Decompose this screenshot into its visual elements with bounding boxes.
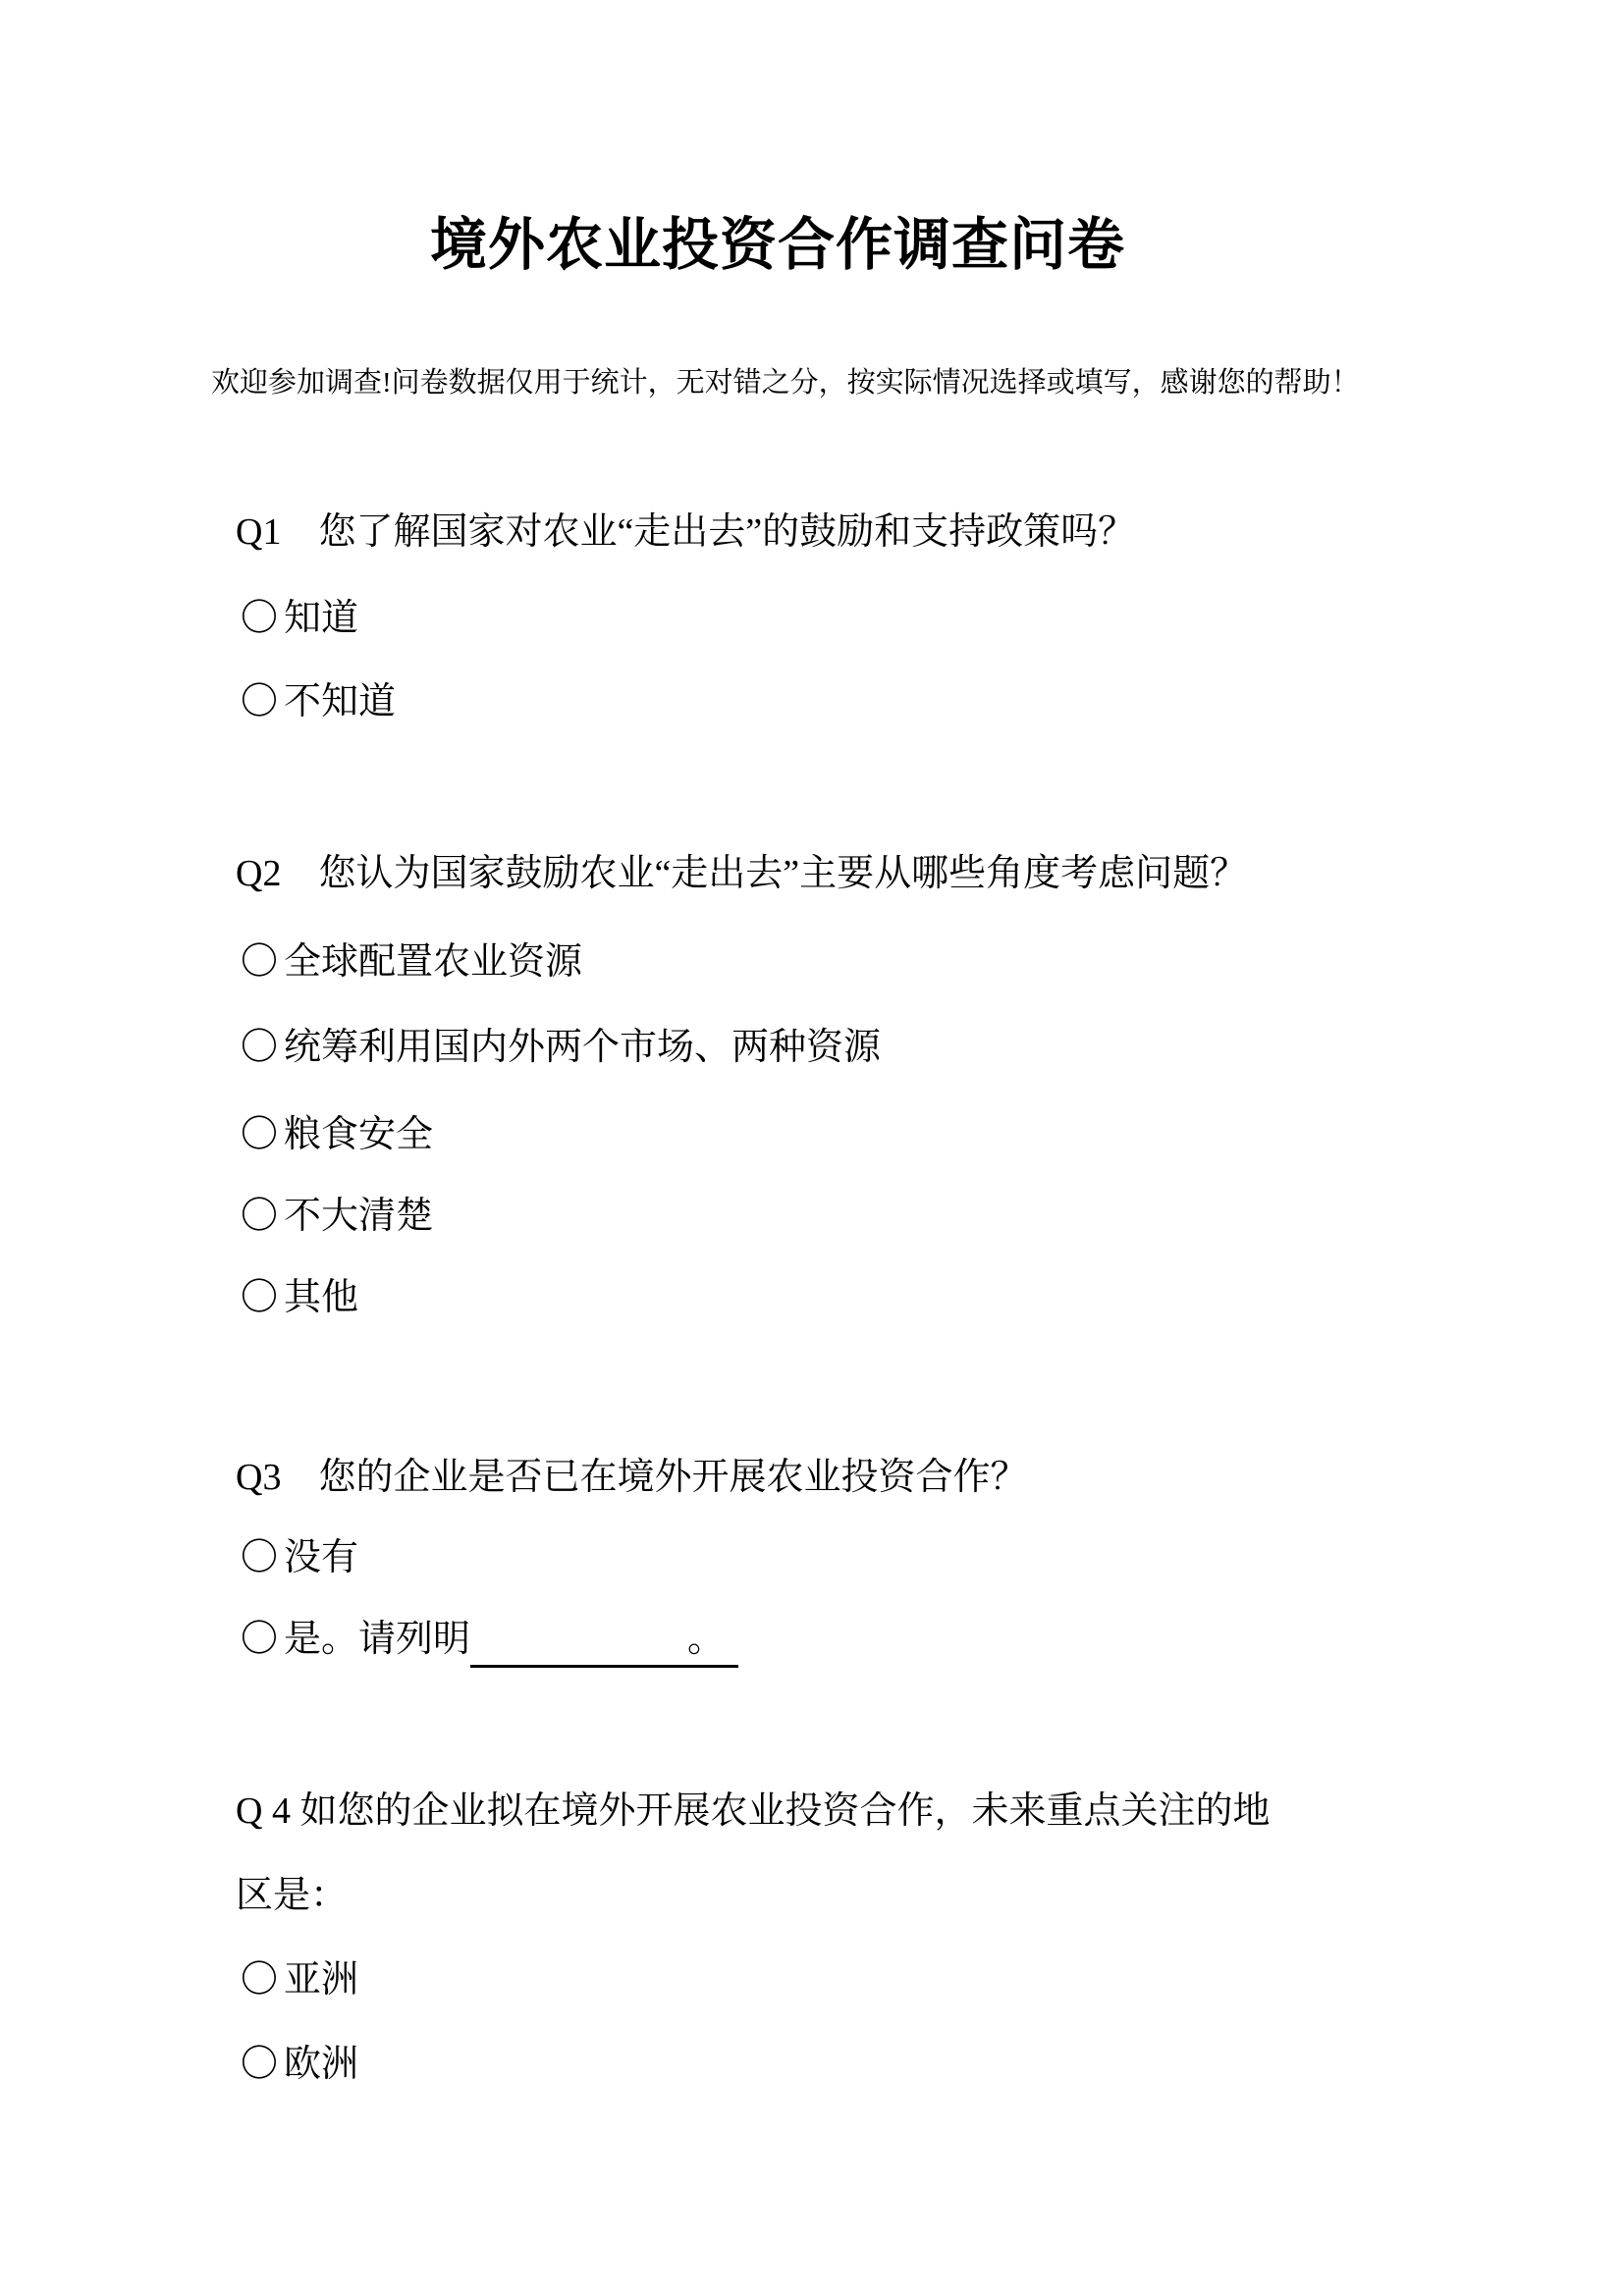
question-2 xyxy=(236,848,1247,899)
option-q4-asia[interactable] xyxy=(241,1954,358,2005)
option-q1-know[interactable] xyxy=(241,593,358,644)
radio-icon[interactable]: 〇 xyxy=(241,681,279,722)
question-2-text: Q2 您认为国家鼓励农业“走出去”主要从哪些角度考虑问题？ xyxy=(236,853,1248,894)
page-title: 境外农业投资合作调查问卷 xyxy=(429,213,1125,277)
option-q2-global-allocation[interactable] xyxy=(241,936,582,988)
radio-icon[interactable]: 〇 xyxy=(241,1114,279,1155)
option-label: 全球配置农业资源 xyxy=(284,941,583,983)
option-label: 粮食安全 xyxy=(284,1114,434,1155)
option-label: 知道 xyxy=(284,598,359,639)
option-label: 没有 xyxy=(284,1537,359,1578)
option-label: 不大清楚 xyxy=(284,1196,434,1237)
radio-icon[interactable]: 〇 xyxy=(241,1277,279,1318)
option-label: 欧洲 xyxy=(284,2044,359,2085)
option-label: 其他 xyxy=(284,1277,359,1318)
question-4 xyxy=(236,1769,1291,1938)
option-label: 统筹利用国内外两个市场、两种资源 xyxy=(284,1027,882,1068)
radio-icon[interactable]: 〇 xyxy=(241,2044,279,2085)
option-q3-no[interactable] xyxy=(241,1532,358,1583)
option-label: 亚洲 xyxy=(284,1959,359,2001)
intro-text: 欢迎参加调查!问卷数据仅用于统计，无对错之分，按实际情况选择或填写，感谢您的帮助！ xyxy=(211,367,1360,399)
radio-icon[interactable]: 〇 xyxy=(241,1027,279,1068)
option-q2-not-clear[interactable] xyxy=(241,1191,433,1242)
option-q3-yes-list[interactable] xyxy=(241,1614,738,1668)
fill-in-blank[interactable] xyxy=(470,1614,738,1668)
radio-icon[interactable]: 〇 xyxy=(241,1537,279,1578)
blank-suffix: 。 xyxy=(687,1619,726,1660)
question-3 xyxy=(236,1452,1027,1503)
option-q4-europe[interactable] xyxy=(241,2039,358,2090)
question-3-text: Q3 您的企业是否已在境外开展农业投资合作？ xyxy=(236,1457,1028,1498)
question-1 xyxy=(236,507,1135,558)
question-4-text: Q 4 如您的企业拟在境外开展农业投资合作，未来重点关注的地区是： xyxy=(236,1790,1271,1916)
radio-icon[interactable]: 〇 xyxy=(241,941,279,983)
option-q2-two-markets[interactable] xyxy=(241,1022,881,1073)
radio-icon[interactable]: 〇 xyxy=(241,1959,279,2001)
radio-icon[interactable]: 〇 xyxy=(241,1619,279,1660)
option-q1-not-know[interactable] xyxy=(241,676,396,727)
radio-icon[interactable]: 〇 xyxy=(241,598,279,639)
radio-icon[interactable]: 〇 xyxy=(241,1196,279,1237)
option-q2-other[interactable] xyxy=(241,1272,358,1323)
option-label: 是。请列明 xyxy=(284,1619,471,1660)
question-1-text: Q1 您了解国家对农业“走出去”的鼓励和支持政策吗？ xyxy=(236,511,1136,553)
option-label: 不知道 xyxy=(284,681,397,722)
option-q2-food-security[interactable] xyxy=(241,1109,433,1160)
